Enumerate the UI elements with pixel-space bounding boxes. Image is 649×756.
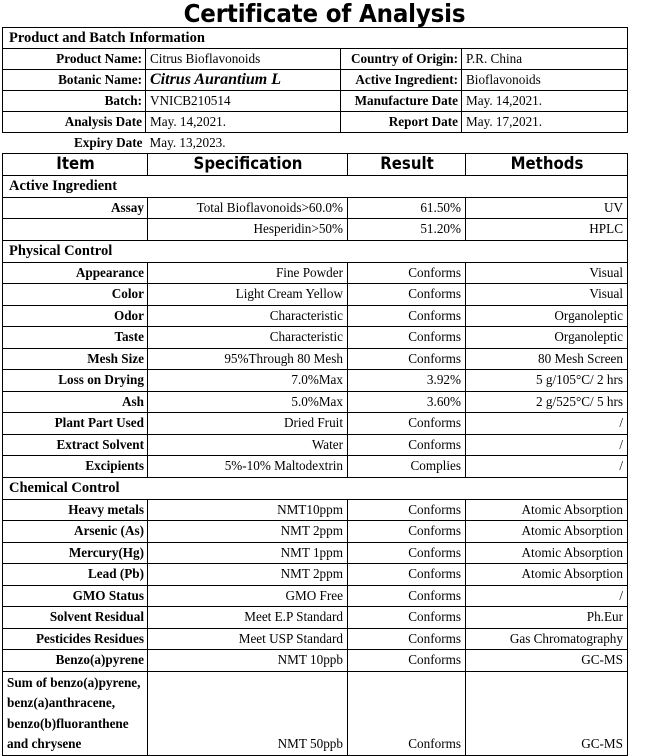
country-of-origin-value: P.R. China <box>462 49 628 70</box>
row-method: / <box>466 434 628 456</box>
row-item: Color <box>3 284 148 306</box>
row-specification: NMT 2ppm <box>148 564 348 586</box>
row-result: Conforms <box>348 671 466 755</box>
row-item: GMO Status <box>3 585 148 607</box>
section-label: Physical Control <box>3 240 628 262</box>
row-method: / <box>466 456 628 478</box>
table-row <box>3 197 628 219</box>
table-row <box>3 262 628 284</box>
row-method: Gas Chromatography <box>466 628 628 650</box>
row-item: Loss on Drying <box>3 370 148 392</box>
row-result: Conforms <box>348 585 466 607</box>
table-row <box>3 370 628 392</box>
row-item: Arsenic (As) <box>3 521 148 543</box>
row-specification: Fine Powder <box>148 262 348 284</box>
section-label: Active Ingredient <box>3 175 628 197</box>
table-row <box>3 650 628 672</box>
row-method: Atomic Absorption <box>466 542 628 564</box>
row-item: Excipients <box>3 456 148 478</box>
row-item: Mesh Size <box>3 348 148 370</box>
table-row <box>3 391 628 413</box>
row-specification: Water <box>148 434 348 456</box>
expiry-date-label: Expiry Date <box>74 135 143 150</box>
table-row <box>3 499 628 521</box>
column-header-specification: Specification <box>160 154 336 176</box>
expiry-date-row <box>3 133 628 154</box>
row-method: Organoleptic <box>466 327 628 349</box>
row-item: Extract Solvent <box>3 434 148 456</box>
expiry-spacer-left <box>341 133 462 154</box>
info-table-body <box>3 28 628 154</box>
row-specification: 7.0%Max <box>148 370 348 392</box>
info-heading-row <box>3 28 628 49</box>
product-batch-info-table <box>2 27 628 153</box>
row-result: Conforms <box>348 305 466 327</box>
section-header-physical-control <box>3 240 628 262</box>
info-heading: Product and Batch Information <box>3 28 628 49</box>
row-result: Complies <box>348 456 466 478</box>
row-item: Plant Part Used <box>3 413 148 435</box>
table-row <box>3 91 628 112</box>
row-result: Conforms <box>348 413 466 435</box>
country-of-origin-label: Country of Origin: <box>341 49 462 70</box>
row-specification: NMT 2ppm <box>148 521 348 543</box>
row-result: Conforms <box>348 327 466 349</box>
row-item: Appearance <box>3 262 148 284</box>
row-method: UV <box>466 197 628 219</box>
row-method: Atomic Absorption <box>466 521 628 543</box>
manufacture-date-label: Manufacture Date <box>341 91 462 112</box>
row-method: Visual <box>466 262 628 284</box>
row-method: GC-MS <box>466 650 628 672</box>
row-result: Conforms <box>348 499 466 521</box>
row-item: Benzo(a)pyrene <box>3 650 148 672</box>
row-method: 80 Mesh Screen <box>466 348 628 370</box>
row-method: 2 g/525°C/ 5 hrs <box>466 391 628 413</box>
row-result: Conforms <box>348 607 466 629</box>
row-specification: 5%-10% Maltodextrin <box>148 456 348 478</box>
table-row <box>3 456 628 478</box>
analysis-table-body <box>3 154 628 756</box>
report-date-value: May. 17,2021. <box>462 112 628 133</box>
row-method: HPLC <box>466 219 628 241</box>
table-row <box>3 348 628 370</box>
row-method: Atomic Absorption <box>466 564 628 586</box>
analysis-date-value: May. 14,2021. <box>146 112 341 133</box>
row-specification: NMT10ppm <box>148 499 348 521</box>
table-row <box>3 413 628 435</box>
row-result: 3.60% <box>348 391 466 413</box>
row-result: Conforms <box>348 434 466 456</box>
row-specification: NMT 50ppb <box>148 671 348 755</box>
active-ingredient-value: Bioflavonoids <box>462 70 628 91</box>
table-row <box>3 607 628 629</box>
analysis-date-label: Analysis Date <box>3 112 146 133</box>
manufacture-date-value: May. 14,2021. <box>462 91 628 112</box>
row-specification: Total Bioflavonoids>60.0% <box>148 197 348 219</box>
row-item: Ash <box>3 391 148 413</box>
row-item: Sum of benzo(a)pyrene, benz(a)anthracene, benzo(b)fluoranthene and chrysene <box>3 671 148 755</box>
botanic-name-value: Citrus Aurantium L <box>146 70 341 91</box>
row-result: Conforms <box>348 542 466 564</box>
report-date-label: Report Date <box>341 112 462 133</box>
row-item: Mercury(Hg) <box>3 542 148 564</box>
row-result: Conforms <box>348 284 466 306</box>
product-name-value: Citrus Bioflavonoids <box>146 49 341 70</box>
table-row <box>3 70 628 91</box>
row-result: Conforms <box>348 564 466 586</box>
row-method: / <box>466 585 628 607</box>
row-result: 51.20% <box>348 219 466 241</box>
column-header-result: Result <box>355 154 459 176</box>
product-name-label: Product Name: <box>3 49 146 70</box>
row-specification: 5.0%Max <box>148 391 348 413</box>
batch-value: VNICB210514 <box>146 91 341 112</box>
section-label: Chemical Control <box>3 477 628 499</box>
row-item <box>3 219 148 241</box>
row-result: 61.50% <box>348 197 466 219</box>
row-result: Conforms <box>348 348 466 370</box>
active-ingredient-label: Active Ingredient: <box>341 70 462 91</box>
section-header-chemical-control <box>3 477 628 499</box>
table-row-pah-sum <box>3 671 628 755</box>
table-row <box>3 542 628 564</box>
table-row <box>3 628 628 650</box>
table-row <box>3 564 628 586</box>
row-method: / <box>466 413 628 435</box>
batch-label: Batch: <box>3 91 146 112</box>
row-specification: 95%Through 80 Mesh <box>148 348 348 370</box>
column-header-row <box>3 154 628 176</box>
row-item: Taste <box>3 327 148 349</box>
table-row <box>3 219 628 241</box>
row-result: Conforms <box>348 521 466 543</box>
page-title: Certificate of Analysis <box>183 0 466 28</box>
section-header-active-ingredient <box>3 175 628 197</box>
row-specification: Hesperidin>50% <box>148 219 348 241</box>
row-item: Solvent Residual <box>3 607 148 629</box>
row-item: Lead (Pb) <box>3 564 148 586</box>
row-specification: Meet E.P Standard <box>148 607 348 629</box>
row-method: Organoleptic <box>466 305 628 327</box>
table-row <box>3 49 628 70</box>
analysis-results-table <box>2 153 628 756</box>
table-row <box>3 305 628 327</box>
row-method: Atomic Absorption <box>466 499 628 521</box>
table-row <box>3 327 628 349</box>
row-method: 5 g/105°C/ 2 hrs <box>466 370 628 392</box>
row-specification: NMT 1ppm <box>148 542 348 564</box>
expiry-spacer-right <box>462 133 628 154</box>
table-row <box>3 112 628 133</box>
expiry-date-value: May. 13,2023. <box>149 135 226 150</box>
column-header-methods: Methods <box>475 154 618 176</box>
row-method: Ph.Eur <box>466 607 628 629</box>
row-item: Heavy metals <box>3 499 148 521</box>
row-item: Assay <box>3 197 148 219</box>
row-specification: Light Cream Yellow <box>148 284 348 306</box>
row-specification: Meet USP Standard <box>148 628 348 650</box>
table-row <box>3 284 628 306</box>
row-specification: GMO Free <box>148 585 348 607</box>
row-result: Conforms <box>348 628 466 650</box>
table-row <box>3 434 628 456</box>
botanic-name-label: Botanic Name: <box>3 70 146 91</box>
row-result: Conforms <box>348 262 466 284</box>
row-specification: Characteristic <box>148 327 348 349</box>
row-method: Visual <box>466 284 628 306</box>
row-specification: Characteristic <box>148 305 348 327</box>
column-header-item: Item <box>11 154 139 176</box>
table-row <box>3 585 628 607</box>
row-item: Odor <box>3 305 148 327</box>
row-method: GC-MS <box>466 671 628 755</box>
row-result: Conforms <box>348 650 466 672</box>
table-row <box>3 521 628 543</box>
row-item: Pesticides Residues <box>3 628 148 650</box>
row-result: 3.92% <box>348 370 466 392</box>
row-specification: Dried Fruit <box>148 413 348 435</box>
row-specification: NMT 10ppb <box>148 650 348 672</box>
